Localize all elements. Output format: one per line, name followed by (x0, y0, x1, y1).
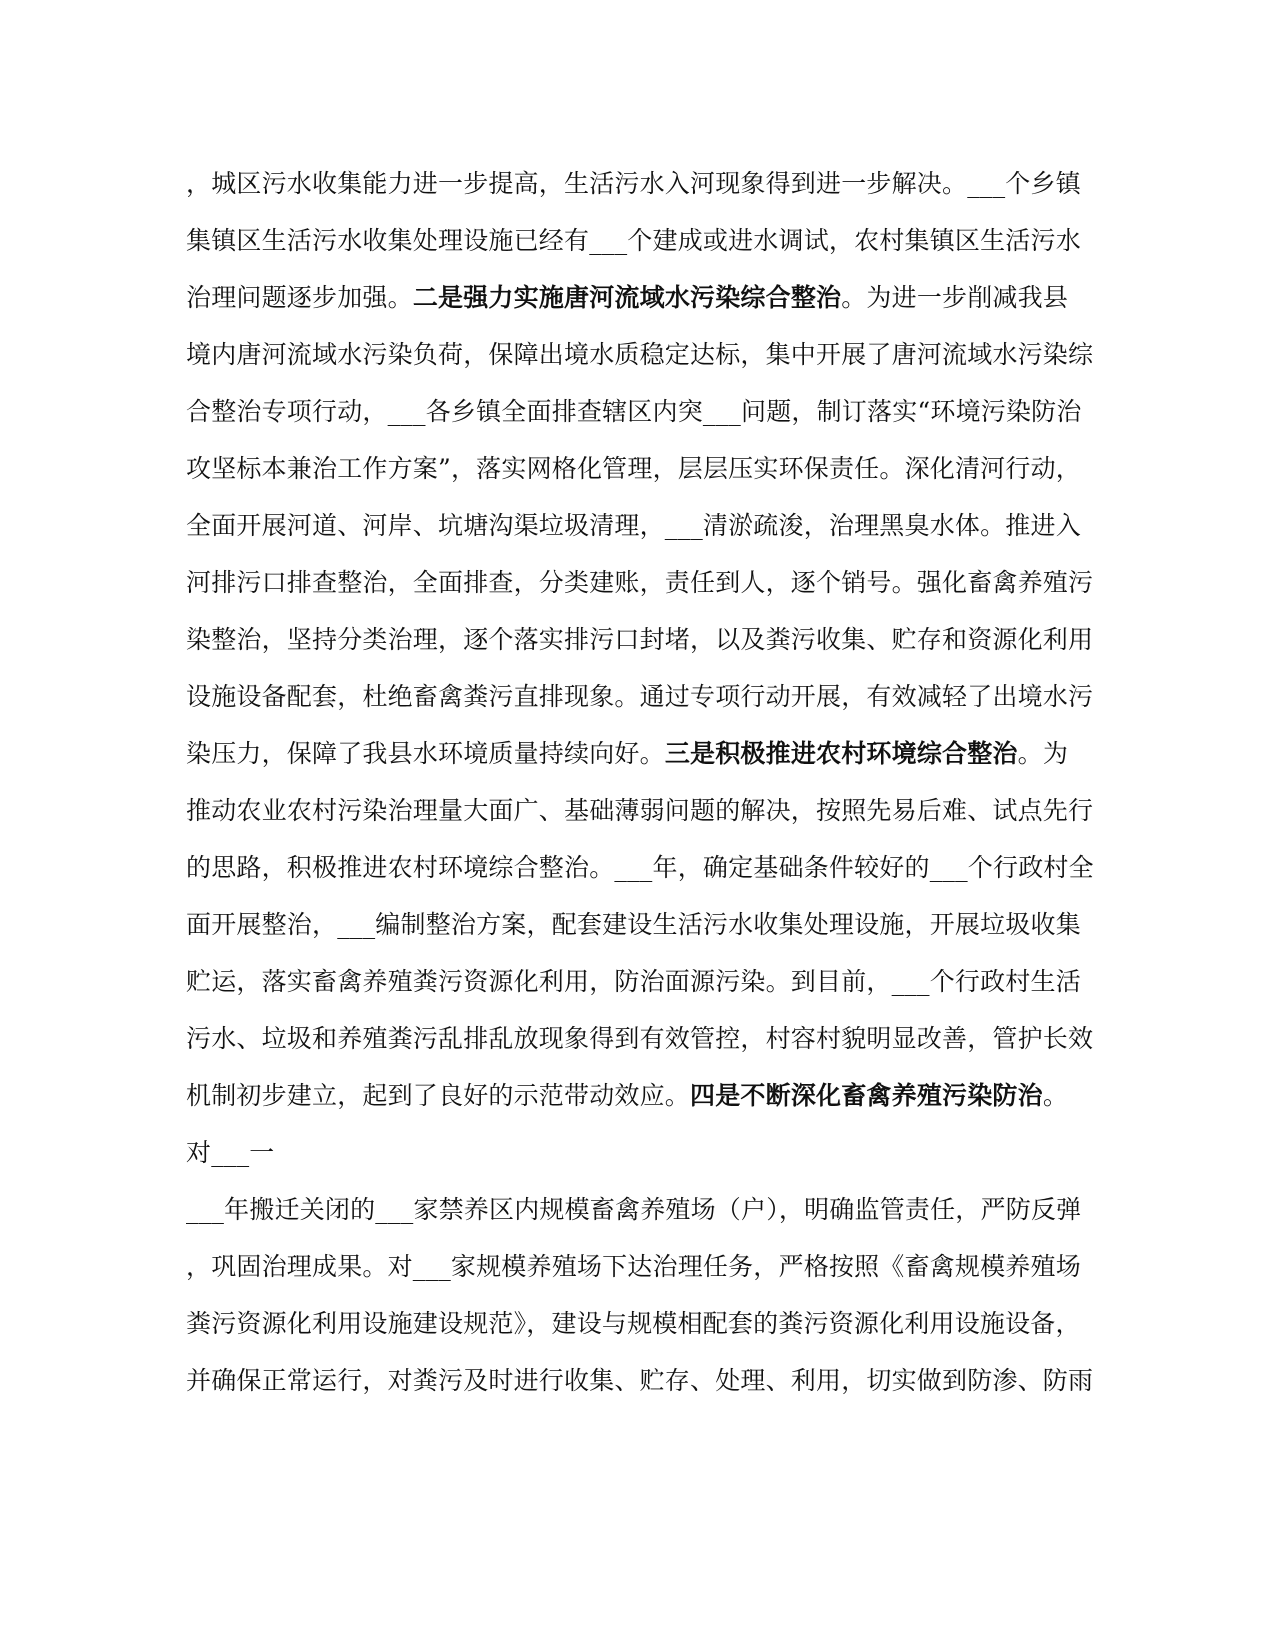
text-line: ，巩固治理成果。对___家规模养殖场下达治理任务，严格按照《畜禽规模养殖场 (186, 1252, 1081, 1281)
text-line: 推动农业农村污染治理量大面广、基础薄弱问题的解决，按照先易后难、试点先行 (186, 796, 1094, 825)
text-line: 面开展整治，___编制整治方案，配套建设生活污水收集处理设施，开展垃圾收集 (186, 910, 1081, 939)
text-line: 贮运，落实畜禽养殖粪污资源化利用，防治面源污染。到目前，___个行政村生活 (186, 967, 1081, 996)
text-line: ___年搬迁关闭的___家禁养区内规模畜禽养殖场（户），明确监管责任，严防反弹 (186, 1195, 1082, 1224)
text-line: 全面开展河道、河岸、坑塘沟渠垃圾清理，___清淤疏浚，治理黑臭水体。推进入 (186, 511, 1081, 540)
text-line: 合整治专项行动，___各乡镇全面排查辖区内突___问题，制订落实“环境污染防治 (186, 397, 1082, 426)
text-line: 机制初步建立，起到了良好的示范带动效应。四是不断深化畜禽养殖污染防治。 (186, 1081, 1069, 1110)
text-line: ，城区污水收集能力进一步提高，生活污水入河现象得到进一步解决。___个乡镇 (186, 169, 1081, 198)
text-line: 粪污资源化利用设施建设规范》，建设与规模相配套的粪污资源化利用设施设备， (186, 1309, 1081, 1338)
text-line: 污水、垃圾和养殖粪污乱排乱放现象得到有效管控，村容村貌明显改善，管护长效 (186, 1024, 1094, 1053)
text-line: 设施设备配套，杜绝畜禽粪污直排现象。通过专项行动开展，有效减轻了出境水污 (186, 682, 1094, 711)
text-line: 治理问题逐步加强。二是强力实施唐河流域水污染综合整治。为进一步削减我县 (186, 283, 1069, 312)
text-line: 河排污口排查整治，全面排查，分类建账，责任到人，逐个销号。强化畜禽养殖污 (186, 568, 1094, 597)
text-line: 染整治，坚持分类治理，逐个落实排污口封堵，以及粪污收集、贮存和资源化利用 (186, 625, 1094, 654)
text-line: 集镇区生活污水收集处理设施已经有___个建成或进水调试，农村集镇区生活污水 (186, 226, 1081, 255)
text-line: 对___一 (186, 1138, 275, 1167)
text-line: 境内唐河流域水污染负荷，保障出境水质稳定达标，集中开展了唐河流域水污染综 (186, 340, 1094, 369)
text-line: 攻坚标本兼治工作方案”，落实网格化管理，层层压实环保责任。深化清河行动， (186, 454, 1081, 483)
bold-heading: 二是强力实施唐河流域水污染综合整治 (412, 283, 842, 312)
text-line: 染压力，保障了我县水环境质量持续向好。三是积极推进农村环境综合整治。为 (186, 739, 1069, 768)
text-line: 的思路，积极推进农村环境综合整治。___年，确定基础条件较好的___个行政村全 (186, 853, 1094, 882)
bold-heading: 四是不断深化畜禽养殖污染防治 (690, 1081, 1043, 1110)
text-line: 并确保正常运行，对粪污及时进行收集、贮存、处理、利用，切实做到防渗、防雨 (186, 1366, 1094, 1395)
bold-heading: 三是积极推进农村环境综合整治 (664, 739, 1018, 768)
